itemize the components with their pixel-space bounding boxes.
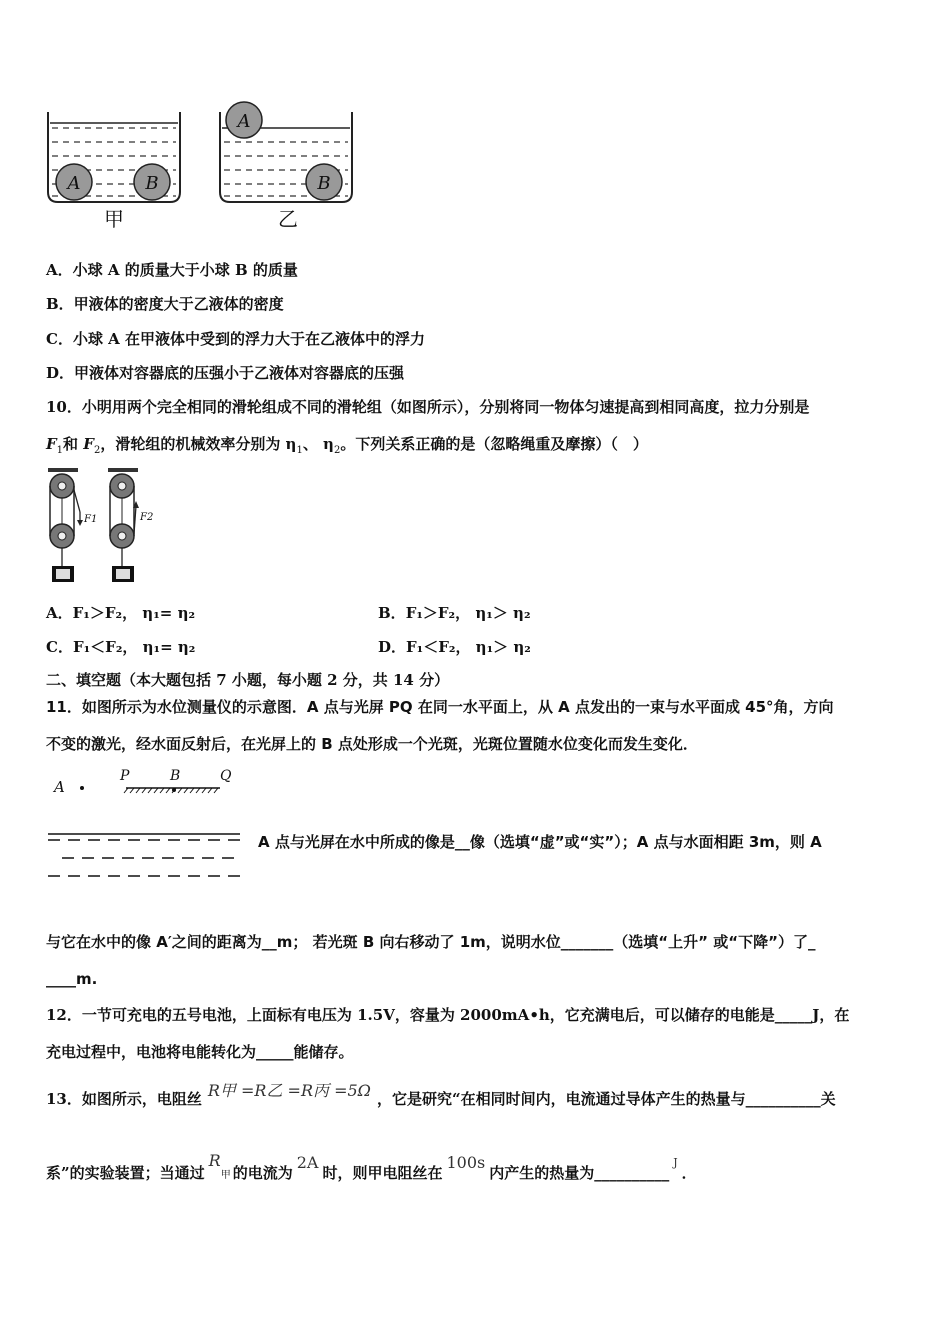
point-p-label: P	[120, 768, 130, 784]
q9-option-d: D．甲液体对容器底的压强小于乙液体对容器底的压强	[46, 364, 405, 382]
q13-suffix: ，它是研究“在相同时间内，电流通过导体产生的热量与__________关	[376, 1090, 836, 1108]
caption-yi: 乙	[278, 207, 298, 231]
point-a	[80, 786, 84, 790]
q11-stem-line3: A 点与光屏在水中所成的像是__像（选填“虚”或“实”）；A 点与水面相距 3m，则 A	[258, 833, 822, 851]
q10-option-c: C．F₁＜F₂， η₁= η₂	[46, 638, 196, 656]
section-2-title: 二、填空题（本大题包括 7 小题，每小题 2 分，共 14 分）	[46, 671, 450, 689]
point-q-label: Q	[220, 768, 232, 784]
q10-stem-line2: $F_1$和 $F_2$，滑轮组的机械效率分别为 $\eta_1$、 $\eta_2$。下列关系正确的是（忽略绳重及摩擦）（ ）	[46, 435, 648, 456]
q10-figure	[40, 468, 170, 588]
ball-a-right-label: A	[237, 111, 251, 132]
point-b-label: B	[170, 768, 181, 784]
ball-b-right-label: B	[317, 173, 331, 194]
q13-stem-line2: 系”的实验装置；当通过R甲 的电流为2A时，则甲电阻丝在100s内产生的热量为__________$^J$．	[46, 1151, 697, 1182]
q11-stem-line4: 与它在水中的像 A′之间的距离为__m； 若光斑 B 向右移动了 1m，说明水位_______（选填“上升” 或“下降”）了_	[46, 933, 816, 951]
caption-jia: 甲	[104, 207, 124, 231]
label-f1: F1	[84, 514, 98, 525]
q10-option-a: A．F₁＞F₂， η₁= η₂	[46, 604, 196, 622]
q11-stem-line1: 11．如图所示为水位测量仪的示意图．A 点与光屏 PQ 在同一水平面上，从 A 点发出的一束与水平面成 45°角，方向	[46, 698, 834, 716]
label-f2: F2	[140, 512, 154, 523]
q11-stem-line5: ____m.	[46, 970, 98, 988]
q11-stem-line2: 不变的激光，经水面反射后，在光屏上的 B 点处形成一个光斑，光斑位置随水位变化而发生变化．	[46, 735, 698, 753]
q10-option-d: D．F₁＜F₂， η₁＞ η₂	[378, 638, 531, 656]
q13-prefix: 13．如图所示，电阻丝	[46, 1090, 202, 1108]
q10-option-b: B．F₁＞F₂， η₁＞ η₂	[378, 604, 531, 622]
q13-stem-line1	[46, 1081, 836, 1109]
point-a-label: A	[54, 778, 65, 796]
q12-stem-line1: 12．一节可充电的五号电池，上面标有电压为 1.5V，容量为 2000mA•h，它充满电后，可以储存的电能是_____J，在	[46, 1006, 850, 1024]
q9-option-a: A．小球 A 的质量大于小球 B 的质量	[46, 261, 298, 279]
q10-stem-line1: 10．小明用两个完全相同的滑轮组成不同的滑轮组（如图所示），分别将同一物体匀速提高到相同高度，拉力分别是	[46, 398, 810, 416]
q9-option-c: C．小球 A 在甲液体中受到的浮力大于在乙液体中的浮力	[46, 330, 426, 348]
q11-figure	[44, 764, 244, 884]
q13-formula: R甲 =R乙 =R丙 =5Ω	[207, 1081, 371, 1100]
q9-figure	[40, 96, 370, 236]
q9-option-b: B．甲液体的密度大于乙液体的密度	[46, 295, 284, 313]
ball-b-left-label: B	[145, 173, 159, 194]
q12-stem-line2: 充电过程中，电池将电能转化为_____能储存。	[46, 1043, 354, 1061]
ball-a-left-label: A	[67, 173, 81, 194]
